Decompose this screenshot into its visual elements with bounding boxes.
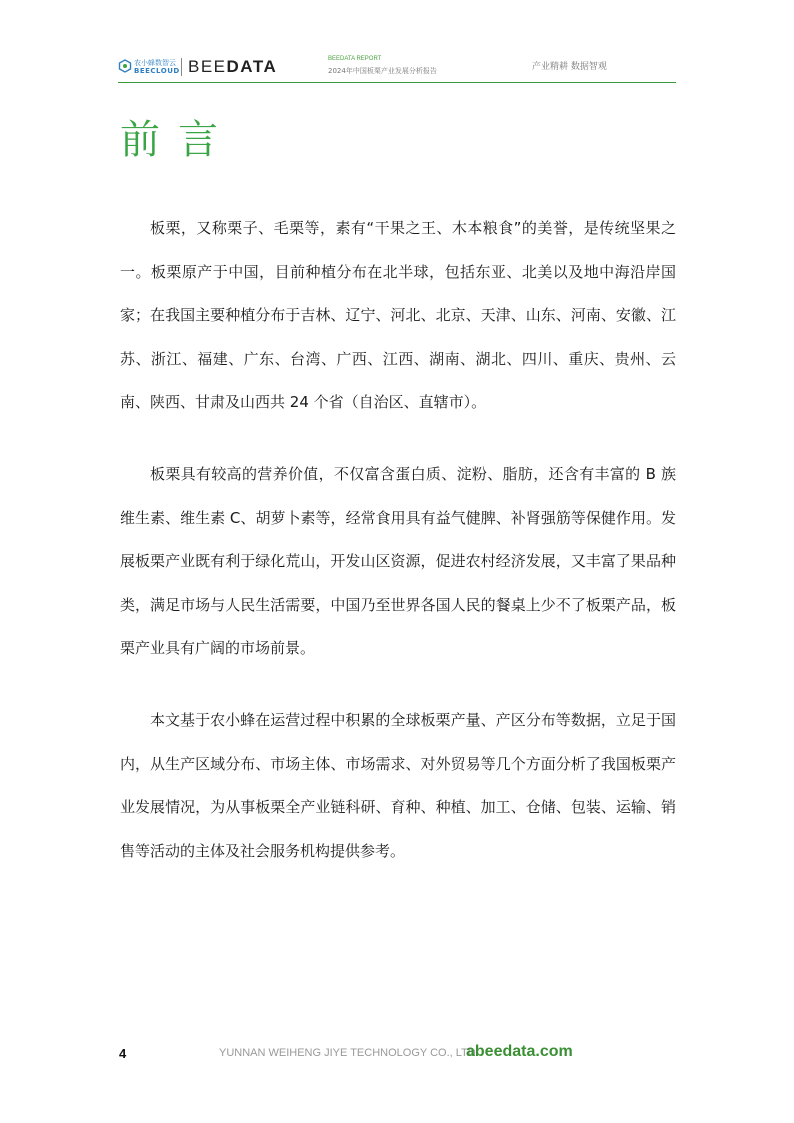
header-slogan: 产业精耕 数据智观 bbox=[532, 62, 607, 72]
body-text bbox=[120, 207, 676, 901]
beedata-logo bbox=[188, 57, 277, 77]
logo-cn-text: 农小蜂数智云 bbox=[134, 59, 176, 67]
bee-logo-icon bbox=[118, 59, 132, 73]
header-divider bbox=[118, 82, 676, 83]
brand-part-2: DATA bbox=[226, 57, 278, 76]
brand-part-1: BEE bbox=[188, 57, 227, 76]
paragraph-1: 板栗，又称栗子、毛栗等，素有“干果之王、木本粮食”的美誉，是传统坚果之一。板栗原产于中国，目前种植分布在北半球，包括东亚、北美以及地中海沿岸国家；在我国主要种植分布于吉林、辽宁、河北、北京、天津、山东、河南、安徽、江苏、浙江、福建、广东、台湾、广西、江西、湖南、湖北、四川、重庆、贵州、云南、陕西、甘肃及山西共 24 个省（自治区、直辖市）。 bbox=[120, 219, 676, 412]
logo-divider bbox=[181, 58, 182, 76]
page-number: 4 bbox=[119, 1046, 127, 1061]
paragraph-3: 本文基于农小蜂在运营过程中积累的全球板栗产量、产区分布等数据，立足于国内，从生产区域分布、市场主体、市场需求、对外贸易等几个方面分析了我国板栗产业发展情况，为从事板栗全产业链科研、育种、种植、加工、仓储、包装、运输、销售等活动的主体及社会服务机构提供参考。 bbox=[120, 710, 676, 860]
beecloud-logo bbox=[118, 58, 180, 76]
paragraph-2: 板栗具有较高的营养价值，不仅富含蛋白质、淀粉、脂肪，还含有丰富的 B 族维生素、维生素 C、胡萝卜素等，经常食用具有益气健脾、补肾强筋等保健作用。发展板栗产业既有利于绿化荒山，开发山区资源，促进农村经济发展，又丰富了果品种类，满足市场与人民生活需要，中国乃至世界各国人民的餐桌上少不了板栗产品，板栗产业具有广阔的市场前景。 bbox=[120, 464, 676, 658]
report-name-cn: 2024年中国板栗产业发展分析报告 bbox=[328, 67, 437, 75]
logo-en-text: BEECLOUD bbox=[134, 67, 180, 75]
page-header bbox=[0, 0, 794, 84]
footer-company: YUNNAN WEIHENG JIYE TECHNOLOGY CO., LTD. bbox=[219, 1047, 479, 1059]
footer-website: abeedata.com bbox=[466, 1043, 573, 1060]
report-name-en: BEEDATA REPORT bbox=[328, 56, 382, 62]
page-title: 前言 bbox=[120, 117, 236, 163]
